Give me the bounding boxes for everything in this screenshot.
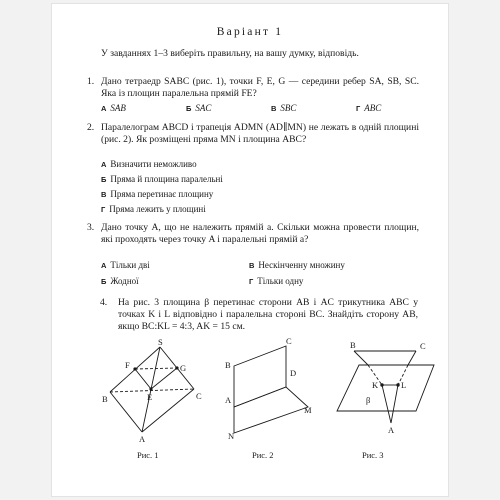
- q3-option-d[interactable]: Г Тільки одну: [249, 276, 304, 286]
- question-3-number: 3.: [87, 222, 95, 233]
- figure-1-tetrahedron: [92, 339, 212, 444]
- q3-option-b[interactable]: Б Жодної: [101, 276, 139, 286]
- question-2-number: 2.: [87, 122, 95, 133]
- fig1-label-e: E: [147, 392, 153, 402]
- question-1-number: 1.: [87, 76, 95, 87]
- q2-option-b[interactable]: Б Пряма й площина паралельні: [101, 174, 223, 184]
- q1-option-b[interactable]: Б SAC: [186, 103, 212, 113]
- figure-3-triangle-plane: [332, 339, 442, 444]
- figure-2-caption: Рис. 2: [252, 450, 274, 460]
- fig3-label-b: B: [350, 340, 356, 350]
- fig2-label-n: N: [228, 431, 235, 441]
- fig1-label-g: G: [180, 363, 187, 373]
- figure-1-caption: Рис. 1: [137, 450, 159, 460]
- question-2-text: Паралелограм ABCD і трапеція ADMN (AD∥MN) не лежать в одній площині (рис. 2). Як розміщені пряма MN і площина ABC?: [101, 122, 419, 146]
- fig2-label-b: B: [225, 360, 231, 370]
- fig3-label-l: L: [401, 380, 407, 390]
- q3-option-a[interactable]: А Тільки дві: [101, 260, 150, 270]
- fig2-label-d: D: [290, 368, 297, 378]
- fig3-label-k: K: [372, 380, 379, 390]
- question-4-number: 4.: [100, 297, 108, 308]
- instructions: У завданнях 1–3 виберіть правильну, на вашу думку, відповідь.: [101, 48, 359, 59]
- q3-option-c[interactable]: В Нескінченну множину: [249, 260, 345, 270]
- question-1: [87, 76, 419, 100]
- figure-3-caption: Рис. 3: [362, 450, 384, 460]
- fig1-label-a: A: [139, 434, 146, 444]
- question-4-text: На рис. 3 площина β перетинає сторони AB і AC трикутника ABC у точках K і L відповідно і паралельна стороні BC. Знайдіть сторону AB, якщо BC:KL = 4:3, AK = 15 см.: [118, 297, 418, 333]
- q2-option-a[interactable]: А Визначити неможливо: [101, 159, 197, 169]
- q2-option-d[interactable]: Г Пряма лежить у площині: [101, 204, 206, 214]
- question-3-text: Дано точку A, що не належить прямій a. Скільки можна провести площин, які проходять через точку A і паралельні прямій a?: [101, 222, 419, 246]
- question-2: [87, 122, 419, 146]
- fig1-label-c: C: [196, 391, 202, 401]
- worksheet-page: [52, 4, 448, 496]
- q1-option-c[interactable]: В SBC: [271, 103, 297, 113]
- q2-option-c[interactable]: В Пряма перетинає площину: [101, 189, 214, 199]
- fig1-label-f: F: [125, 360, 130, 370]
- q1-option-a[interactable]: А SAB: [101, 103, 126, 113]
- fig2-label-c: C: [286, 336, 292, 346]
- fig2-label-a: A: [225, 395, 232, 405]
- figure-2-parallelogram-trapezoid: [220, 336, 320, 444]
- question-1-text: Дано тетраедр SABC (рис. 1), точки F, E, G — середини ребер SA, SB, SC. Яка із площин паралельна прямій FE?: [101, 76, 419, 100]
- fig3-label-a: A: [388, 425, 395, 435]
- fig3-label-beta: β: [366, 395, 371, 405]
- q1-option-d[interactable]: Г ABC: [356, 103, 382, 113]
- fig2-label-m: M: [304, 405, 312, 415]
- fig3-label-c: C: [420, 341, 426, 351]
- question-4: [100, 297, 418, 334]
- fig1-label-b: B: [102, 394, 108, 404]
- fig1-label-s: S: [158, 337, 163, 347]
- question-3: [87, 222, 419, 246]
- page-title: Варіант 1: [216, 26, 284, 38]
